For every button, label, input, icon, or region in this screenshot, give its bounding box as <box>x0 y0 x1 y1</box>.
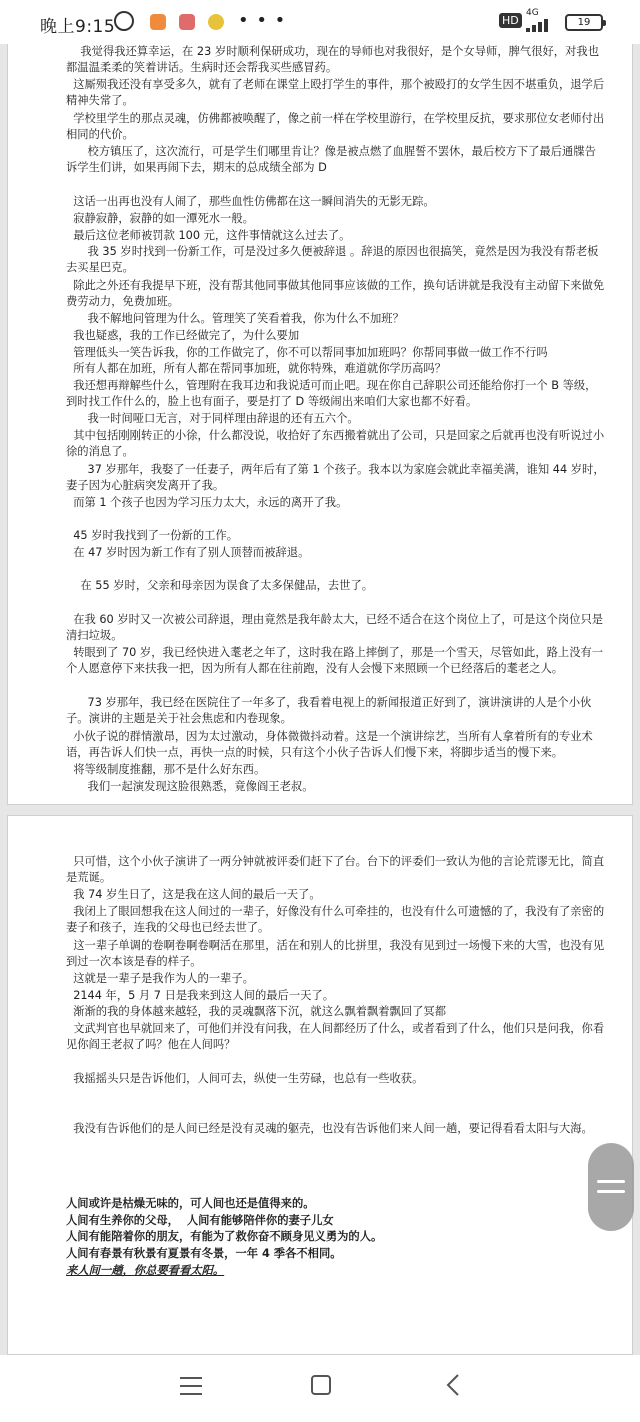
document-page-1 <box>7 44 633 805</box>
network-type: 4G <box>526 8 539 18</box>
paragraph: 除此之外还有我提早下班，没有帮其他同事做其他同事应该做的工作，换句话讲就是我没有主动留下来做免费劳动力，免费加班。 <box>66 278 605 308</box>
status-bar <box>0 0 640 44</box>
paragraph: 这厮殒我还没有享受多久，就有了老师在课堂上殴打学生的事件，那个被殴打的女学生因不堪重负，退学后精神失常了。 <box>66 78 605 108</box>
closing-line: 人间有能陪着你的朋友，有能为了救你奋不顾身见义勇为的人。 <box>66 1230 383 1244</box>
paragraph: 我们一起演发现这脸很熟悉，竟像阎王老叔。 <box>66 779 314 793</box>
home-button[interactable] <box>311 1375 331 1395</box>
more-notifications-icon: • • • <box>238 10 287 31</box>
paragraph: 我也疑惑，我的工作已经做完了，为什么要加 <box>66 328 300 342</box>
paragraph: 在 55 岁时，父亲和母亲因为误食了太多保健品，去世了。 <box>66 579 374 593</box>
paragraph: 我闭上了眼回想我在这人间过的一辈子，好像没有什么可牵挂的，也没有什么可遗憾的了，我没有了亲密的妻子和孩子，连我的父母也已经去世了。 <box>66 905 605 935</box>
paragraph: 我摇摇头只是告诉他们，人间可去，纵使一生劳碌，也总有一些收获。 <box>66 1072 424 1086</box>
paragraph: 所有人都在加班，所有人都在帮同事加班，就你特殊，难道就你学历高吗？ <box>66 362 446 376</box>
paragraph: 我还想再辩解些什么，管理附在我耳边和我说适可而止吧。现在你自己辞职公司还能给你打一个 B 等级，到时找工作什么的，脸上也有面子，要是打了 D 等级闹出来咱们大家也都不好看。 <box>66 379 597 408</box>
paragraph: 这一辈子单调的卷啊卷啊卷啊活在那里，活在和别人的比拼里，我没有见到过一场慢下来的大雪，也没有见到过一次本该是春的样子。 <box>66 938 605 968</box>
paragraph: 这话一出再也没有人闹了，那些血性仿佛都在这一瞬间消失的无影无踪。 <box>66 195 435 209</box>
paragraph: 在我 60 岁时又一次被公司辞退，理由竟然是我年龄太大，已经不适合在这个岗位上了，可是这个岗位只是清扫垃圾。 <box>66 612 604 642</box>
paragraph: 文武判官也早就回来了，可他们并没有问我，在人间都经历了什么，或者看到了什么，他们只是问我，你看见你阎王老叔了吗？他在人间吗？ <box>66 1022 605 1051</box>
paragraph: 而第 1 个孩子也因为学习压力太大，永远的离开了我。 <box>66 495 348 509</box>
closing-line: 人间有春景有秋景有夏景有冬景，一年 4 季各不相同。 <box>66 1247 342 1261</box>
final-line: 来人间一趟，你总要看看太阳。 <box>66 1263 225 1277</box>
paragraph: 将等级制度推翻，那不是什么好东西。 <box>66 763 266 777</box>
back-button[interactable] <box>446 1373 460 1397</box>
document-page-2 <box>7 815 633 1355</box>
paragraph: 73 岁那年，我已经在医院住了一年多了，我看着电视上的新闻报道正好到了，演讲演讲的人是个小伙子。演讲的主题是关于社会焦虑和内卷现象。 <box>66 696 592 726</box>
paragraph: 校方镇压了，这次流行，可是学生们哪里肯让？像是被点燃了血腥誓不罢休，最后校方下了最后通牒告诉学生们讲，如果再闹下去，期末的总成绩全部为 D <box>66 145 596 175</box>
paragraph: 我 35 岁时找到一份新工作，可是没过多久便被辞退 。辞退的原因也很搞笑，竟然是因为我没有帮老板去买星巴克。 <box>66 245 599 275</box>
recent-apps-button[interactable] <box>180 1377 202 1395</box>
paragraph: 其中包括刚刚转正的小徐，什么都没说，收拾好了东西搬着就出了公司，只是回家之后就再也没有听说过小徐的消息了。 <box>66 429 605 459</box>
app-notification-icon <box>208 14 224 30</box>
app-notification-icon <box>150 14 166 30</box>
paragraph: 寂静寂静，寂静的如一潭死水一般。 <box>66 212 254 225</box>
paragraph: 我觉得我还算幸运，在 23 岁时顺利保研成功，现在的导师也对我很好，是个女导师，脾气很好，对我也都温温柔柔的笑着讲话。生病时还会帮我买些感冒药。 <box>66 45 599 74</box>
fast-scroll-handle[interactable] <box>588 1143 634 1231</box>
paragraph: 我一时间哑口无言，对于同样理由辞退的还有五六个。 <box>66 412 359 426</box>
battery-icon: 19 <box>565 14 603 31</box>
paragraph: 只可惜，这个小伙子演讲了一两分钟就被评委们赶下了台。台下的评委们一致认为他的言论荒谬无比，简直是荒诞。 <box>66 855 605 884</box>
closing-line: 人间或许是枯燥无味的，可人间也还是值得来的。 <box>66 1197 315 1210</box>
closing-line: 人间有生养你的父母， 人间有能够陪伴你的妻子儿女 <box>66 1213 334 1227</box>
app-notification-icon <box>179 14 195 30</box>
paragraph: 我不解地问管理为什么。管理笑了笑看着我，你为什么不加班？ <box>66 312 404 326</box>
paragraph: 2144 年，5 月 7 日是我来到这人间的最后一天了。 <box>66 988 335 1002</box>
paragraph: 转眼到了 70 岁，我已经快进入耄老之年了，这时我在路上摔倒了，那是一个雪天，尽管如此，路上没有一个人愿意停下来扶我一把，因为所有人都在往前跑，没有人会慢下来照顾一个已经落后的耄老之人。 <box>66 646 604 676</box>
paragraph: 学校里学生的那点灵魂，仿佛都被唤醒了，像之前一样在学校里游行，在学校里反抗，要求那位女老师付出相同的代价。 <box>66 111 605 141</box>
navigation-bar <box>0 1355 640 1422</box>
paragraph: 45 岁时我找到了一份新的工作。 <box>66 529 239 543</box>
alarm-icon <box>114 11 134 31</box>
paragraph: 在 47 岁时因为新工作有了别人顶替而被辞退。 <box>66 546 310 559</box>
paragraph: 37 岁那年，我娶了一任妻子，两年后有了第 1 个孩子。我本以为家庭会就此幸福美满，谁知 44 岁时，妻子因为心脏病突发离开了我。 <box>66 462 605 492</box>
paragraph: 最后这位老师被罚款 100 元，这件事情就这么过去了。 <box>66 228 351 242</box>
clock: 晚上9:15 <box>40 17 116 37</box>
paragraph: 这就是一辈子是我作为人的一辈子。 <box>66 971 254 985</box>
paragraph: 我没有告诉他们的是人间已经是没有灵魂的躯壳，也没有告诉他们来人间一趟，要记得看看太阳与大海。 <box>66 1122 593 1136</box>
hd-voice-icon: HD <box>499 13 522 28</box>
signal-icon <box>526 18 554 32</box>
paragraph: 小伙子说的群情激昂，因为太过激动，身体微微抖动着。这是一个演讲综艺，当所有人拿着所有的专业术语，再告诉人们快一点，再快一点的时候，只有这个小伙子告诉人们慢下来，将脚步适当的慢下来。 <box>66 729 593 759</box>
paragraph: 渐渐的我的身体越来越轻，我的灵魂飘落下沉，就这么飘着飘着飘回了冥都 <box>66 1005 446 1019</box>
paragraph: 管理低头一笑告诉我，你的工作做完了，你不可以帮同事加加班吗？你帮同事做一做工作不行吗 <box>66 345 548 359</box>
paragraph: 我 74 岁生日了，这是我在这人间的最后一天了。 <box>66 888 321 902</box>
